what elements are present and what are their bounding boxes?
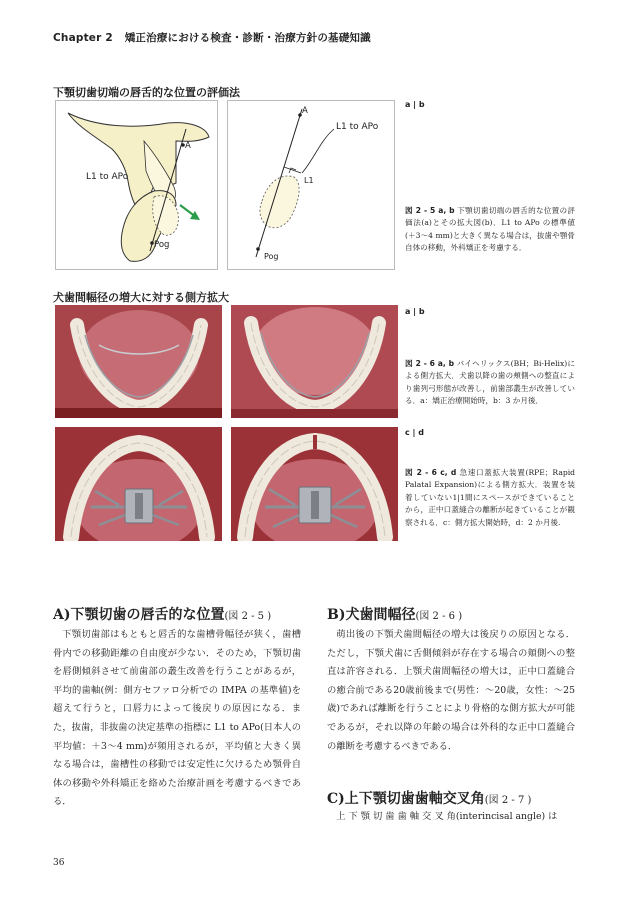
heading-B-ref: (図 2 - 6 ) — [415, 611, 463, 622]
caption-text-2-6cd: 急速口蓋拡大装置(RPE；Rapid Palatal Expansion)による側方拡大．装置を装着していない1|1間にスペースができていることから，正中口蓋縫合の離断が起きていることが観察される．c：側方拡大開始時，d：2 か月後. — [405, 468, 575, 527]
caption-num-2-5: 図 2 - 5 a, b — [405, 206, 455, 215]
lower-arch-photo-a — [55, 305, 222, 418]
lower-arch-photo-b — [231, 305, 398, 418]
caption-fig-2-5 — [405, 205, 575, 255]
running-header — [53, 30, 371, 45]
upper-arch-photo-c — [55, 427, 222, 541]
panel-tag-2-6cd: c | d — [405, 428, 424, 437]
label-L1: L1 — [304, 176, 314, 185]
photo-2-6a — [55, 305, 222, 418]
photo-2-6b — [231, 305, 398, 418]
caption-text-2-5: 下顎切歯切端の唇舌的な位置の評価法(a)とその拡大図(b)．L1 to APo の標準値(＋3〜4 mm)と大きく異なる場合は，抜歯や顎骨自体の移動，外科矯正を考慮する． — [405, 206, 575, 253]
body-A: 下顎切歯部はもともと唇舌的な歯槽骨幅径が狭く，歯槽骨内での移動距離の自由度が少ない．そのため，下顎切歯を唇側傾斜させて前歯部の叢生改善を行うことがあるが，平均的歯軸(例：側方セファロ分析での IMPA の基準値)を超えて行うと，口唇力によって後戻りの原因になる．また，抜歯，非抜歯の決定基準の指標に L1 to APo(日本人の平均値：＋3〜4 mm)が頻用されるが，平均値と大きく異なる場合は，歯槽性の移動では安定性に欠けるため顎骨自体の移動や外科矯正を絡めた治療計画を考慮するべきである． — [53, 629, 301, 808]
caption-fig-2-6ab — [405, 358, 575, 408]
cephalometric-diagram-a — [56, 101, 218, 270]
heading-A-ref: (図 2 - 5 ) — [224, 611, 272, 622]
panel-tag-2-5: a | b — [405, 100, 425, 109]
cephalometric-diagram-b — [228, 101, 395, 270]
photo-2-6d — [231, 427, 398, 541]
figure-2-5a — [55, 100, 218, 270]
section-title-fig6: 犬歯間幅径の増大に対する側方拡大 — [53, 291, 229, 304]
chapter-label: Chapter 2 — [53, 32, 113, 44]
label-A-right: A — [302, 106, 308, 116]
chapter-title: 矯正治療における検査・診断・治療方針の基礎知識 — [124, 32, 371, 44]
label-pog-right: Pog — [264, 252, 279, 261]
heading-B — [327, 604, 462, 624]
figure-2-5b — [227, 100, 395, 270]
upper-arch-photo-d — [231, 427, 398, 541]
body-C: 上 下 顎 切 歯 歯 軸 交 叉 角(interincisal angle) は — [336, 811, 558, 822]
caption-fig-2-6cd — [405, 467, 575, 529]
section-title-fig5: 下顎切歯切端の唇舌的な位置の評価法 — [53, 86, 240, 99]
body-B: 萌出後の下顎犬歯間幅径の増大は後戻りの原因となる．ただし，下顎犬歯に舌側傾斜が存在する場合の頬側への整直は許容される．上顎犬歯間幅径の増大は，正中口蓋縫合の癒合前である20歳前後まで(男性：〜20歳，女性：〜25歳)であれば離断を行うことにより骨格的な側方拡大が可能であるが，それ以降の年齢の場合は外科的な正中口蓋縫合の離断を考慮するべきである． — [327, 629, 575, 752]
heading-B-text: B)犬歯間幅径 — [327, 607, 416, 623]
label-l1apo-left: L1 to APo — [86, 172, 129, 182]
heading-C — [327, 788, 531, 808]
caption-num-2-6cd: 図 2 - 6 c, d — [405, 468, 457, 477]
label-l1apo-right: L1 to APo — [336, 122, 379, 132]
caption-text-2-6ab: バイヘリックス(BH；Bi-Helix)による側方拡大．犬歯以降の歯の頬側への整直により歯列弓形態が改善し，前歯部叢生が改善している．a：矯正治療開始時，b：3 か月後． — [405, 359, 575, 406]
page-number: 36 — [53, 858, 65, 868]
caption-num-2-6ab: 図 2 - 6 a, b — [405, 359, 455, 368]
panel-tag-2-6ab: a | b — [405, 307, 425, 316]
heading-C-text: C)上下顎切歯歯軸交叉角 — [327, 791, 485, 807]
heading-A — [53, 604, 271, 624]
label-A-left: A — [185, 141, 191, 151]
heading-C-ref: (図 2 - 7 ) — [484, 795, 532, 806]
heading-A-text: A)下顎切歯の唇舌的な位置 — [53, 607, 225, 623]
label-pog-left: Pog — [154, 240, 170, 250]
photo-2-6c — [55, 427, 222, 541]
